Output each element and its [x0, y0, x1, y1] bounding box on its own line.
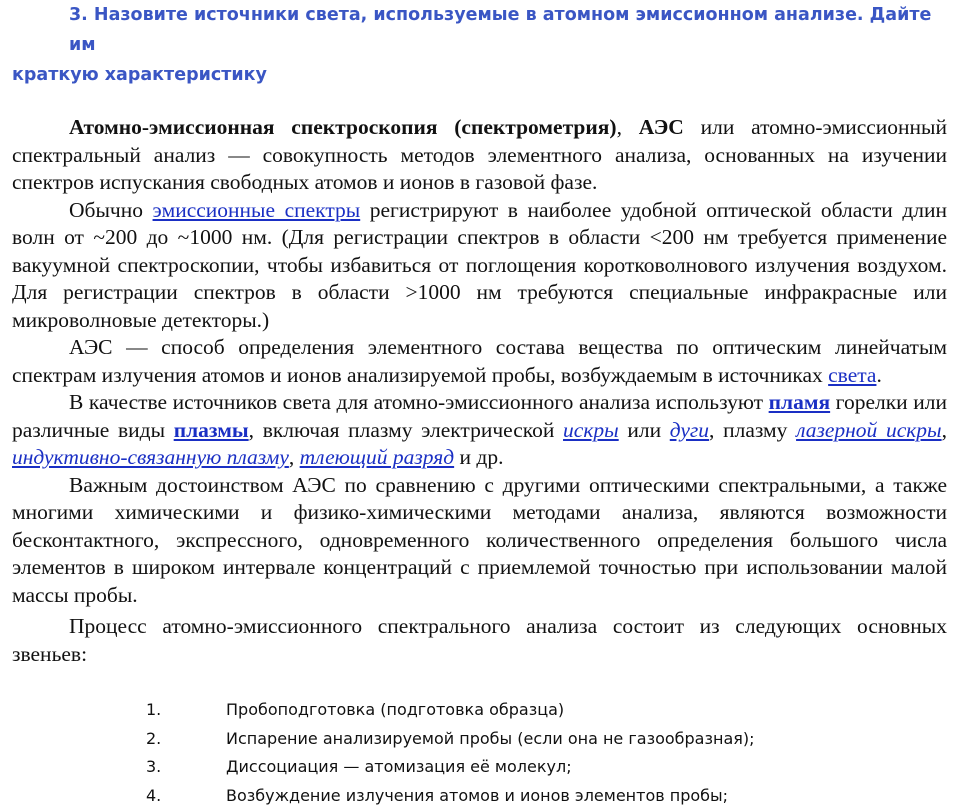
definition-text: или атомно-эмиссионный спектральный анализ — совокупность методов элементного анализа, основанных на изучении спектров испускания свободных атомов и ионов в газовой фазе.: [12, 115, 947, 194]
question-heading: [12, 0, 957, 90]
list-number: 1.: [146, 696, 161, 725]
text-fragment: Обычно: [69, 198, 153, 222]
text-fragment: АЭС — способ определения элементного состава вещества по оптическим линейчатым спектрам излучения атомов и ионов анализируемой пробы, возбуждаемым в источниках: [12, 335, 947, 387]
link-emission-spectra[interactable]: эмиссионные спектры: [153, 198, 361, 222]
list-item: [0, 696, 972, 725]
link-plasma[interactable]: плазмы: [174, 418, 249, 442]
term-aes-full: Атомно-эмиссионная спектроскопия (спектрометрия): [69, 115, 617, 139]
heading-line-2: краткую характеристику: [12, 60, 957, 90]
paragraph-spectra: [12, 197, 947, 335]
list-text: Пробоподготовка (подготовка образца): [226, 696, 564, 725]
text-fragment: .: [876, 363, 881, 387]
list-text: Диссоциация — атомизация её молекул;: [226, 753, 572, 782]
link-glow-discharge[interactable]: тлеющий разряд: [300, 445, 454, 469]
text-fragment: горелки или различные виды: [12, 390, 947, 442]
list-number: 2.: [146, 725, 161, 754]
process-steps-list: [0, 696, 972, 810]
paragraph-definition: [12, 114, 947, 197]
paragraph-process: Процесс атомно-эмиссионного спектрального анализа состоит из следующих основных звеньев:: [12, 613, 947, 668]
paragraph-method: [12, 334, 947, 389]
list-item: [0, 782, 972, 810]
list-number: 4.: [146, 782, 161, 810]
link-spark[interactable]: искры: [563, 418, 619, 442]
text-fragment: В качестве источников света для атомно-эмиссионного анализа используют: [69, 390, 769, 414]
separator: ,: [617, 115, 639, 139]
link-light[interactable]: света: [828, 363, 876, 387]
text-fragment: или: [619, 418, 670, 442]
document-body: [12, 114, 947, 668]
list-text: Возбуждение излучения атомов и ионов элементов пробы;: [226, 782, 728, 810]
paragraph-light-sources: [12, 389, 947, 472]
list-text: Испарение анализируемой пробы (если она не газообразная);: [226, 725, 755, 754]
link-laser-spark[interactable]: лазерной искры: [796, 418, 942, 442]
list-item: [0, 725, 972, 754]
text-fragment: ,: [289, 445, 300, 469]
heading-line-1: 3. Назовите источники света, используемые в атомном эмиссионном анализе. Дайте им: [12, 0, 957, 60]
link-icp[interactable]: индуктивно-связанную плазму: [12, 445, 289, 469]
list-number: 3.: [146, 753, 161, 782]
term-aes-abbr: АЭС: [639, 115, 684, 139]
list-item: [0, 753, 972, 782]
text-fragment: и др.: [454, 445, 503, 469]
text-fragment: , плазму: [709, 418, 796, 442]
text-fragment: регистрируют в наиболее удобной оптической области длин волн от ~200 до ~1000 нм. (Для регистрации спектров в области <200 нм требуется применение вакуумной спектроскопии, чтобы избавиться от поглощения коротковолнового излучения воздухом. Для регистрации спектров в области >1000 нм требуются специальные инфракрасные или микроволновые детекторы.): [12, 198, 947, 332]
text-fragment: , включая плазму электрической: [249, 418, 563, 442]
link-flame[interactable]: пламя: [769, 390, 830, 414]
paragraph-advantages: Важным достоинством АЭС по сравнению с другими оптическими спектральными, а также многими химическими и физико-химическими методами анализа, являются возможности бесконтактного, экспрессного, одновременного количественного определения большого числа элементов в широком интервале концентраций с приемлемой точностью при использовании малой массы пробы.: [12, 472, 947, 610]
link-arc[interactable]: дуги: [670, 418, 709, 442]
text-fragment: ,: [942, 418, 947, 442]
